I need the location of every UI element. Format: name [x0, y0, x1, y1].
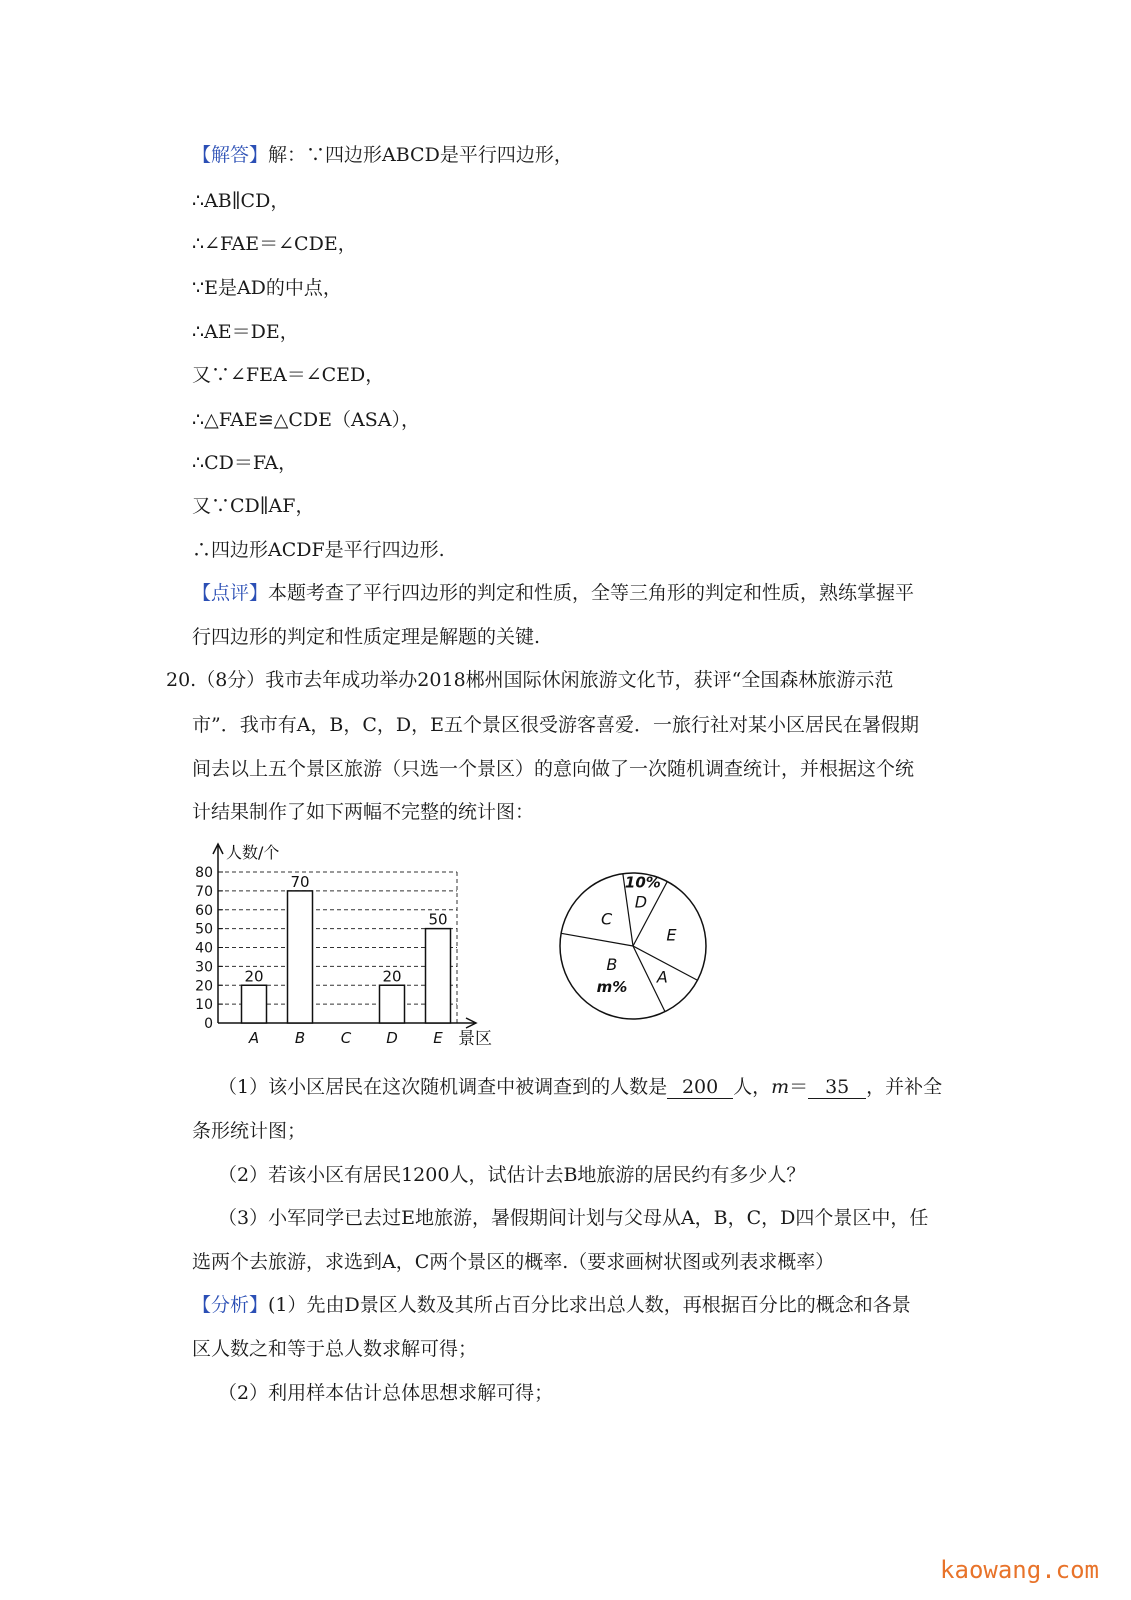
part1-line-1	[218, 1075, 942, 1099]
bar-data-label: 20	[382, 967, 402, 986]
question-line-4: 计结果制作了如下两幅不完整的统计图：	[192, 801, 535, 823]
analysis-line-3: （2）利用样本估计总体思想求解可得；	[218, 1382, 554, 1404]
bar-data-label: 20	[244, 967, 264, 986]
comment-text: 本题考查了平行四边形的判定和性质，全等三角形的判定和性质，熟练掌握平	[268, 582, 915, 604]
bar	[242, 985, 267, 1023]
analysis-line-2: 区人数之和等于总人数求解可得；	[192, 1338, 478, 1360]
answer-line-5: ∴AE＝DE，	[192, 321, 299, 343]
answer-line-7: ∴△FAE≌△CDE（ASA），	[192, 409, 420, 431]
part3-line-2: 选两个去旅游，求选到A，C两个景区的概率.（要求画树状图或列表求概率）	[192, 1251, 835, 1273]
comment-line-1	[192, 581, 914, 605]
question-line-2: 市”．我市有A，B，C，D，E五个景区很受游客喜爱．一旅行社对某小区居民在暑假期	[192, 714, 920, 736]
pie-slice-label: E	[666, 925, 677, 945]
x-axis-label: 景区	[458, 1029, 492, 1049]
y-tick-label: 50	[195, 921, 213, 938]
answer-line-9: 又∵CD∥AF，	[192, 495, 315, 517]
pie-value-label: 10%	[624, 873, 661, 892]
y-tick-label: 80	[195, 865, 213, 881]
answer-line-1	[192, 143, 573, 167]
analysis-tag: 【分析】	[192, 1294, 269, 1316]
comment-line-2: 行四边形的判定和性质定理是解题的关键.	[192, 626, 541, 648]
y-tick-label: 10	[195, 997, 213, 1014]
answer-line-3: ∴∠FAE＝∠CDE，	[192, 233, 357, 255]
part2-line: （2）若该小区有居民1200人，试估计去B地旅游的居民约有多少人？	[218, 1164, 806, 1186]
pie-slice-label: C	[601, 909, 613, 929]
answer-blank-m: 35	[808, 1076, 866, 1099]
bar-chart	[180, 836, 510, 1056]
y-axis-label: 人数/个	[226, 843, 280, 862]
pie-slice-label: B	[606, 954, 618, 974]
answer-line-8: ∴CD＝FA，	[192, 452, 298, 474]
x-tick-label: B	[294, 1029, 306, 1047]
bar-data-label: 70	[290, 872, 310, 891]
pie-chart	[555, 868, 715, 1028]
analysis-line-1	[192, 1293, 911, 1317]
part1-text-a: （1）该小区居民在这次随机调查中被调查到的人数是	[218, 1076, 668, 1098]
pie-slice-label: D	[634, 892, 648, 912]
question-line-1	[166, 668, 893, 692]
y-tick-label: 60	[195, 902, 213, 919]
x-tick-label: C	[340, 1029, 352, 1047]
answer-blank-total: 200	[667, 1076, 733, 1099]
part1-equals: ＝	[789, 1076, 809, 1098]
y-tick-label: 70	[195, 883, 213, 900]
y-tick-label: 40	[195, 940, 213, 957]
part1-text-c: ，并补全	[866, 1076, 943, 1098]
answer-line-10: ∴四边形ACDF是平行四边形.	[192, 539, 445, 561]
analysis-text: (1）先由D景区人数及其所占百分比求出总人数，再根据百分比的概念和各景	[268, 1294, 911, 1316]
y-tick-label: 0	[204, 1016, 213, 1032]
site-watermark: kaowang.com	[940, 1556, 1099, 1584]
answer-tag: 【解答】	[192, 144, 269, 166]
part1-text-b: 人，	[733, 1076, 772, 1098]
bar	[426, 929, 451, 1023]
comment-tag: 【点评】	[192, 582, 269, 604]
question-number: 20.	[166, 669, 197, 691]
bar	[288, 891, 313, 1023]
x-tick-label: D	[386, 1029, 398, 1047]
pie-slice-label: A	[656, 967, 668, 987]
answer-text: 解：∵四边形ABCD是平行四边形，	[268, 144, 573, 166]
question-line-3: 间去以上五个景区旅游（只选一个景区）的意向做了一次随机调查统计，并根据这个统	[192, 758, 915, 780]
part1-line-2: 条形统计图；	[192, 1120, 307, 1142]
x-tick-label: A	[248, 1029, 260, 1047]
pie-value-label: m%	[596, 977, 628, 996]
x-tick-label: E	[433, 1029, 443, 1047]
y-tick-label: 30	[195, 959, 213, 976]
answer-line-4: ∵E是AD的中点，	[192, 277, 342, 299]
part3-line-1: （3）小军同学已去过E地旅游，暑假期间计划与父母从A，B，C，D四个景区中，任	[218, 1207, 929, 1229]
answer-line-2: ∴AB∥CD，	[192, 190, 290, 212]
part1-variable-m: m	[771, 1076, 790, 1098]
answer-line-6: 又∵∠FEA＝∠CED，	[192, 364, 385, 386]
y-tick-label: 20	[195, 978, 213, 995]
question-text: （8分）我市去年成功举办2018郴州国际休闲旅游文化节，获评“全国森林旅游示范	[196, 669, 894, 691]
bar-data-label: 50	[428, 910, 448, 929]
bar	[380, 985, 405, 1023]
